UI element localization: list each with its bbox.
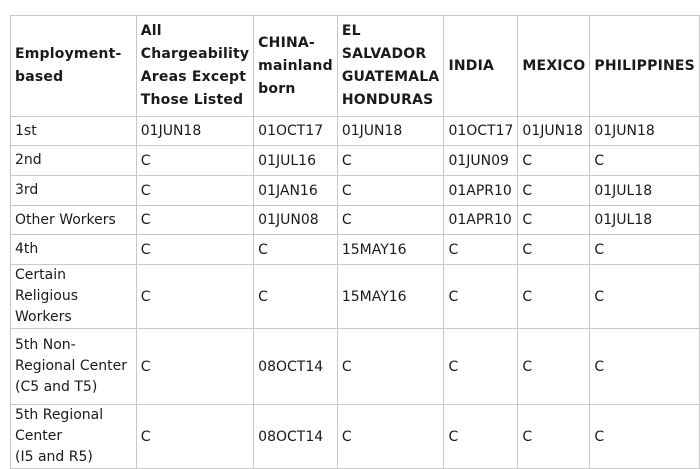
table-row [11,329,700,405]
date-cell: 01JUN18 [337,117,444,146]
date-cell: C [518,176,590,206]
header-all-chargeability [136,16,253,117]
header-line: born [258,80,296,97]
row-category-label: 3rd [15,182,39,198]
date-cell: C [444,405,518,469]
date-cell: 01JUN18 [136,117,253,146]
date-cell: C [136,146,253,176]
date-cell: 01JAN16 [254,176,338,206]
row-category-cell [11,235,137,265]
header-el-salvador-guatemala-honduras [337,16,444,117]
date-cell: 01JUL18 [590,176,700,206]
date-cell: 01OCT17 [254,117,338,146]
row-category-cell [11,329,137,405]
row-category-cell [11,146,137,176]
header-line: mainland [258,57,333,74]
header-line: based [15,69,64,85]
table-row [11,265,700,329]
header-line: INDIA [448,57,495,74]
table-row [11,176,700,206]
row-category-cell [11,176,137,206]
date-cell: C [590,405,700,469]
date-cell: C [590,265,700,329]
row-category-label: 4th [15,241,39,257]
header-line: PHILIPPINES [594,57,695,74]
date-cell: C [254,235,338,265]
date-cell: C [518,405,590,469]
header-line: GUATEMALA [341,69,440,85]
row-category-label: (C5 and T5) [15,379,98,395]
date-cell: 01APR10 [444,206,518,235]
date-cell: 01JUN18 [518,117,590,146]
date-cell: C [136,265,253,329]
header-line: Employment- [15,46,122,62]
date-cell: C [136,235,253,265]
table-row [11,405,700,469]
date-cell: 01JUN08 [254,206,338,235]
date-cell: 01JUN18 [590,117,700,146]
table-header-row [11,16,700,117]
date-cell: C [590,235,700,265]
date-cell: C [444,235,518,265]
date-cell: C [337,146,444,176]
date-cell: C [590,146,700,176]
header-line: All [140,23,162,39]
date-cell: C [444,265,518,329]
header-line: EL [341,23,361,39]
header-mexico [518,16,590,117]
table-row [11,235,700,265]
date-cell: C [518,265,590,329]
header-line: SALVADOR [341,46,427,62]
header-line: MEXICO [522,57,586,74]
date-cell: C [444,329,518,405]
header-philippines [590,16,700,117]
date-cell: C [518,206,590,235]
date-cell: C [337,329,444,405]
date-cell: C [518,329,590,405]
row-category-label: 5th Regional Center [15,407,104,444]
header-china [254,16,338,117]
row-category-cell [11,206,137,235]
row-category-label: Workers [15,309,72,325]
row-category-cell [11,265,137,329]
date-cell: C [136,405,253,469]
date-cell: 01OCT17 [444,117,518,146]
header-employment-based [11,16,137,117]
date-cell: C [136,206,253,235]
date-cell: C [590,329,700,405]
date-cell: C [518,235,590,265]
header-line: Those Listed [140,92,244,108]
date-cell: 08OCT14 [254,329,338,405]
table-body [11,117,700,469]
date-cell: C [254,265,338,329]
date-cell: 08OCT14 [254,405,338,469]
row-category-label: 5th Non- [15,337,76,353]
date-cell: 01JUL18 [590,206,700,235]
date-cell: C [337,405,444,469]
date-cell: C [518,146,590,176]
row-category-cell [11,117,137,146]
row-category-label: Certain Religious [15,267,78,304]
header-line: CHINA- [258,34,315,51]
header-line: HONDURAS [341,92,434,108]
date-cell: 01JUL16 [254,146,338,176]
row-category-label: Other Workers [15,211,116,228]
date-cell: 15MAY16 [337,265,444,329]
row-category-label: Regional Center [15,358,127,374]
table-row [11,146,700,176]
row-category-label: 1st [15,122,37,139]
date-cell: 01APR10 [444,176,518,206]
date-cell: 01JUN09 [444,146,518,176]
header-line: Chargeability [140,46,250,62]
date-cell: C [136,329,253,405]
date-cell: C [337,176,444,206]
table-row [11,117,700,146]
priority-dates-table [10,15,700,469]
row-category-label: (I5 and R5) [15,449,93,465]
table-row [11,206,700,235]
header-line: Areas Except [140,69,247,85]
row-category-cell [11,405,137,469]
date-cell: C [136,176,253,206]
date-cell: C [337,206,444,235]
row-category-label: 2nd [15,152,42,168]
date-cell: 15MAY16 [337,235,444,265]
header-india [444,16,518,117]
